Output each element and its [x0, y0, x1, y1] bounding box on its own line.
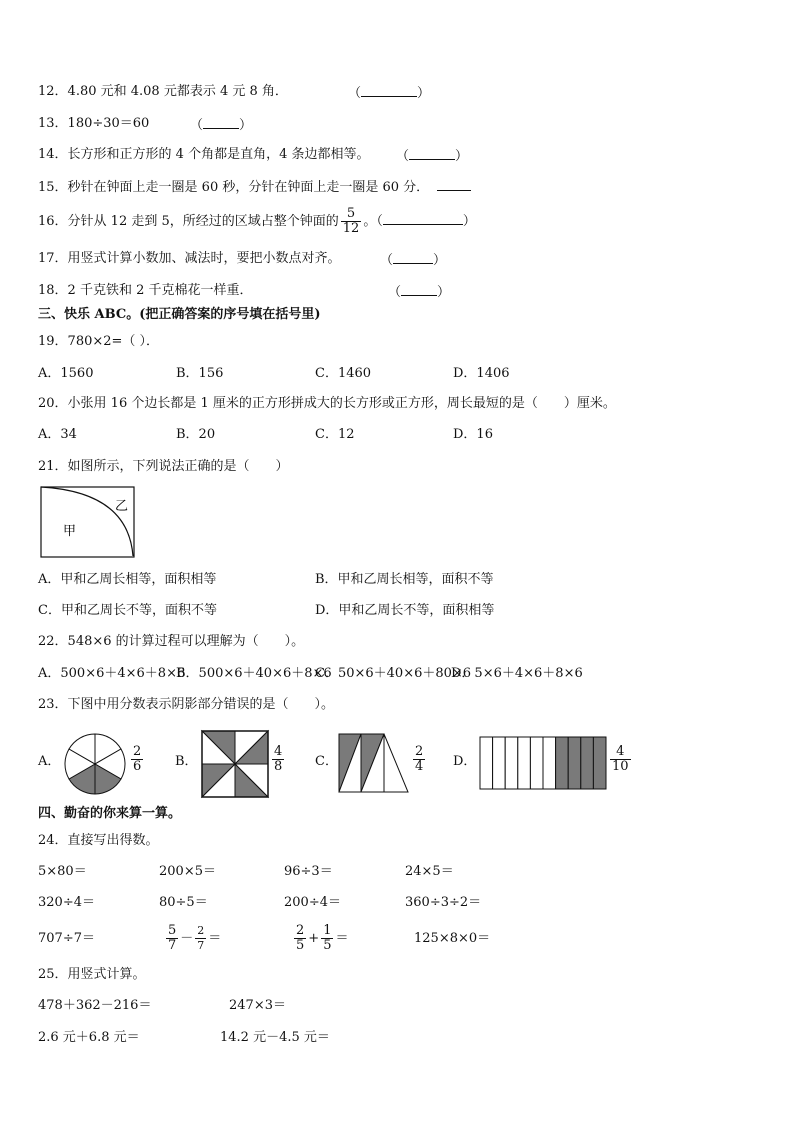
option-a[interactable]: A．甲和乙周长相等，面积相等: [38, 572, 217, 587]
calc-item: 200×5＝: [159, 864, 216, 879]
fraction: $\frac{5}{12}$: [342, 206, 360, 236]
bar-cell: [493, 737, 506, 789]
label-yi: 乙: [115, 499, 129, 514]
q21-figure: [40, 486, 136, 558]
calc-item: 2.6 元＋6.8 元＝: [38, 1030, 140, 1045]
answer-paren-17[interactable]: （ ）: [380, 253, 447, 268]
quarter-arc: [41, 487, 133, 556]
option-c[interactable]: C．甲和乙周长不等，面积不等: [38, 603, 217, 618]
question-19: 19．780×2=（ ）．: [38, 334, 160, 349]
question-18: [38, 283, 252, 299]
square-8-parts: [202, 731, 268, 797]
calc-item: 96÷3＝: [284, 864, 333, 879]
question-15: [38, 178, 471, 196]
option-b[interactable]: B．甲和乙周长相等，面积不等: [315, 572, 494, 587]
answer-blank[interactable]: [203, 116, 239, 129]
question-25: 25．用竖式计算。: [38, 967, 146, 982]
option-d[interactable]: D．5×6＋4×6＋8×6: [451, 666, 583, 681]
rectangle-outline: [41, 487, 134, 557]
answer-blank[interactable]: [409, 147, 455, 160]
bar-cell: [593, 737, 606, 789]
bar-cell: [581, 737, 594, 789]
option-c[interactable]: C．50×6＋40×6＋80×6: [315, 666, 472, 681]
bar-cell: [518, 737, 531, 789]
calc-item-fraction: $\frac{2}{5}$ + $\frac{1}{5}$ ＝: [296, 923, 349, 953]
question-text: 18．2 千克铁和 2 千克棉花一样重．: [38, 283, 253, 298]
answer-paren-18[interactable]: （ ）: [388, 285, 451, 300]
option-b[interactable]: B．500×6＋40×6＋8×6: [176, 666, 332, 681]
question-text: 13．180÷30＝60: [38, 116, 150, 131]
question-text: 15．秒针在钟面上走一圈是 60 秒，分针在钟面上走一圈是 60 分．: [38, 180, 430, 195]
option-b[interactable]: B．20: [176, 427, 216, 442]
question-22: 22．548×6 的计算过程可以理解为（ ）。: [38, 634, 305, 649]
calc-item: 478＋362－216＝: [38, 998, 152, 1013]
option-c[interactable]: C．1460: [315, 366, 372, 381]
question-21: 21．如图所示，下列说法正确的是（ ）: [38, 459, 289, 474]
option-d[interactable]: D．16: [453, 427, 493, 442]
question-20: 20．小张用 16 个边长都是 1 厘米的正方形拼成大的长方形或正方形，周长最短的是（ ）厘米。: [38, 396, 616, 411]
answer-blank[interactable]: [383, 212, 463, 225]
question-13: [38, 116, 149, 132]
answer-paren-13[interactable]: （ ）: [190, 118, 253, 133]
calc-item: 24×5＝: [405, 864, 454, 879]
question-14: [38, 147, 369, 163]
fraction-b: $\frac{4}{8}$: [274, 744, 283, 774]
bar-cell: [505, 737, 518, 789]
option-c-label[interactable]: C．: [315, 754, 338, 769]
question-text: 14．长方形和正方形的 4 个角都是直角，4 条边都相等。: [38, 147, 370, 162]
bar-cell: [480, 737, 493, 789]
parallelogram-4-parts: [338, 733, 410, 793]
option-d-label[interactable]: D．: [453, 754, 477, 769]
answer-blank[interactable]: [393, 251, 433, 264]
calc-item: 320÷4＝: [38, 895, 95, 910]
calc-item: 360÷3÷2＝: [405, 895, 482, 910]
option-a[interactable]: A．500×6＋4×6＋8×6: [38, 666, 186, 681]
option-a[interactable]: A．1560: [38, 366, 94, 381]
calc-item-fraction: $\frac{5}{7}$ － $\frac{2}{7}$ ＝: [168, 923, 222, 953]
option-a-label[interactable]: A．: [38, 754, 61, 769]
bar-cell: [543, 737, 556, 789]
calc-item: 80÷5＝: [159, 895, 208, 910]
answer-blank[interactable]: [437, 178, 471, 191]
answer-paren-14[interactable]: （ ）: [396, 149, 469, 164]
question-12: [38, 84, 288, 100]
section-title-3: 三、快乐 ABC。(把正确答案的序号填在括号里): [38, 307, 321, 322]
label-jia: 甲: [63, 524, 77, 539]
calc-item: 707÷7＝: [38, 931, 95, 946]
question-24: 24．直接写出得数。: [38, 833, 159, 848]
answer-blank[interactable]: [361, 84, 417, 97]
option-a[interactable]: A．34: [38, 427, 77, 442]
option-b-label[interactable]: B．: [175, 754, 198, 769]
bar-cell: [556, 737, 569, 789]
calc-item: 125×8×0＝: [414, 931, 491, 946]
question-23: 23．下图中用分数表示阴影部分错误的是（ ）。: [38, 697, 335, 712]
fraction-a: $\frac{2}{6}$: [133, 744, 142, 774]
bar-cell: [530, 737, 543, 789]
option-d[interactable]: D．甲和乙周长不等，面积相等: [315, 603, 495, 618]
calc-item: 5×80＝: [38, 864, 87, 879]
circle-6-parts: [64, 733, 126, 795]
fraction-d: $\frac{4}{10}$: [612, 744, 629, 774]
calc-item: 200÷4＝: [284, 895, 341, 910]
fraction-c: $\frac{2}{4}$: [415, 744, 424, 774]
answer-blank[interactable]: [401, 283, 437, 296]
question-text: 12．4.80 元和 4.08 元都表示 4 元 8 角．: [38, 84, 288, 99]
bar-cell: [568, 737, 581, 789]
option-c[interactable]: C．12: [315, 427, 355, 442]
question-16: 16．分针从 12 走到 5，所经过的区域占整个钟面的 $\frac{5}{12}$ 。（ ）: [38, 206, 476, 236]
option-d[interactable]: D．1406: [453, 366, 510, 381]
question-17: [38, 251, 341, 267]
option-b[interactable]: B．156: [176, 366, 224, 381]
answer-paren-12[interactable]: （ ）: [348, 86, 431, 101]
section-title-4: 四、勤奋的你来算一算。: [38, 806, 182, 821]
calc-item: 14.2 元－4.5 元＝: [220, 1030, 330, 1045]
bar-10-parts: [479, 736, 609, 790]
calc-item: 247×3＝: [229, 998, 286, 1013]
question-text: 17．用竖式计算小数加、减法时，要把小数点对齐。: [38, 251, 341, 266]
